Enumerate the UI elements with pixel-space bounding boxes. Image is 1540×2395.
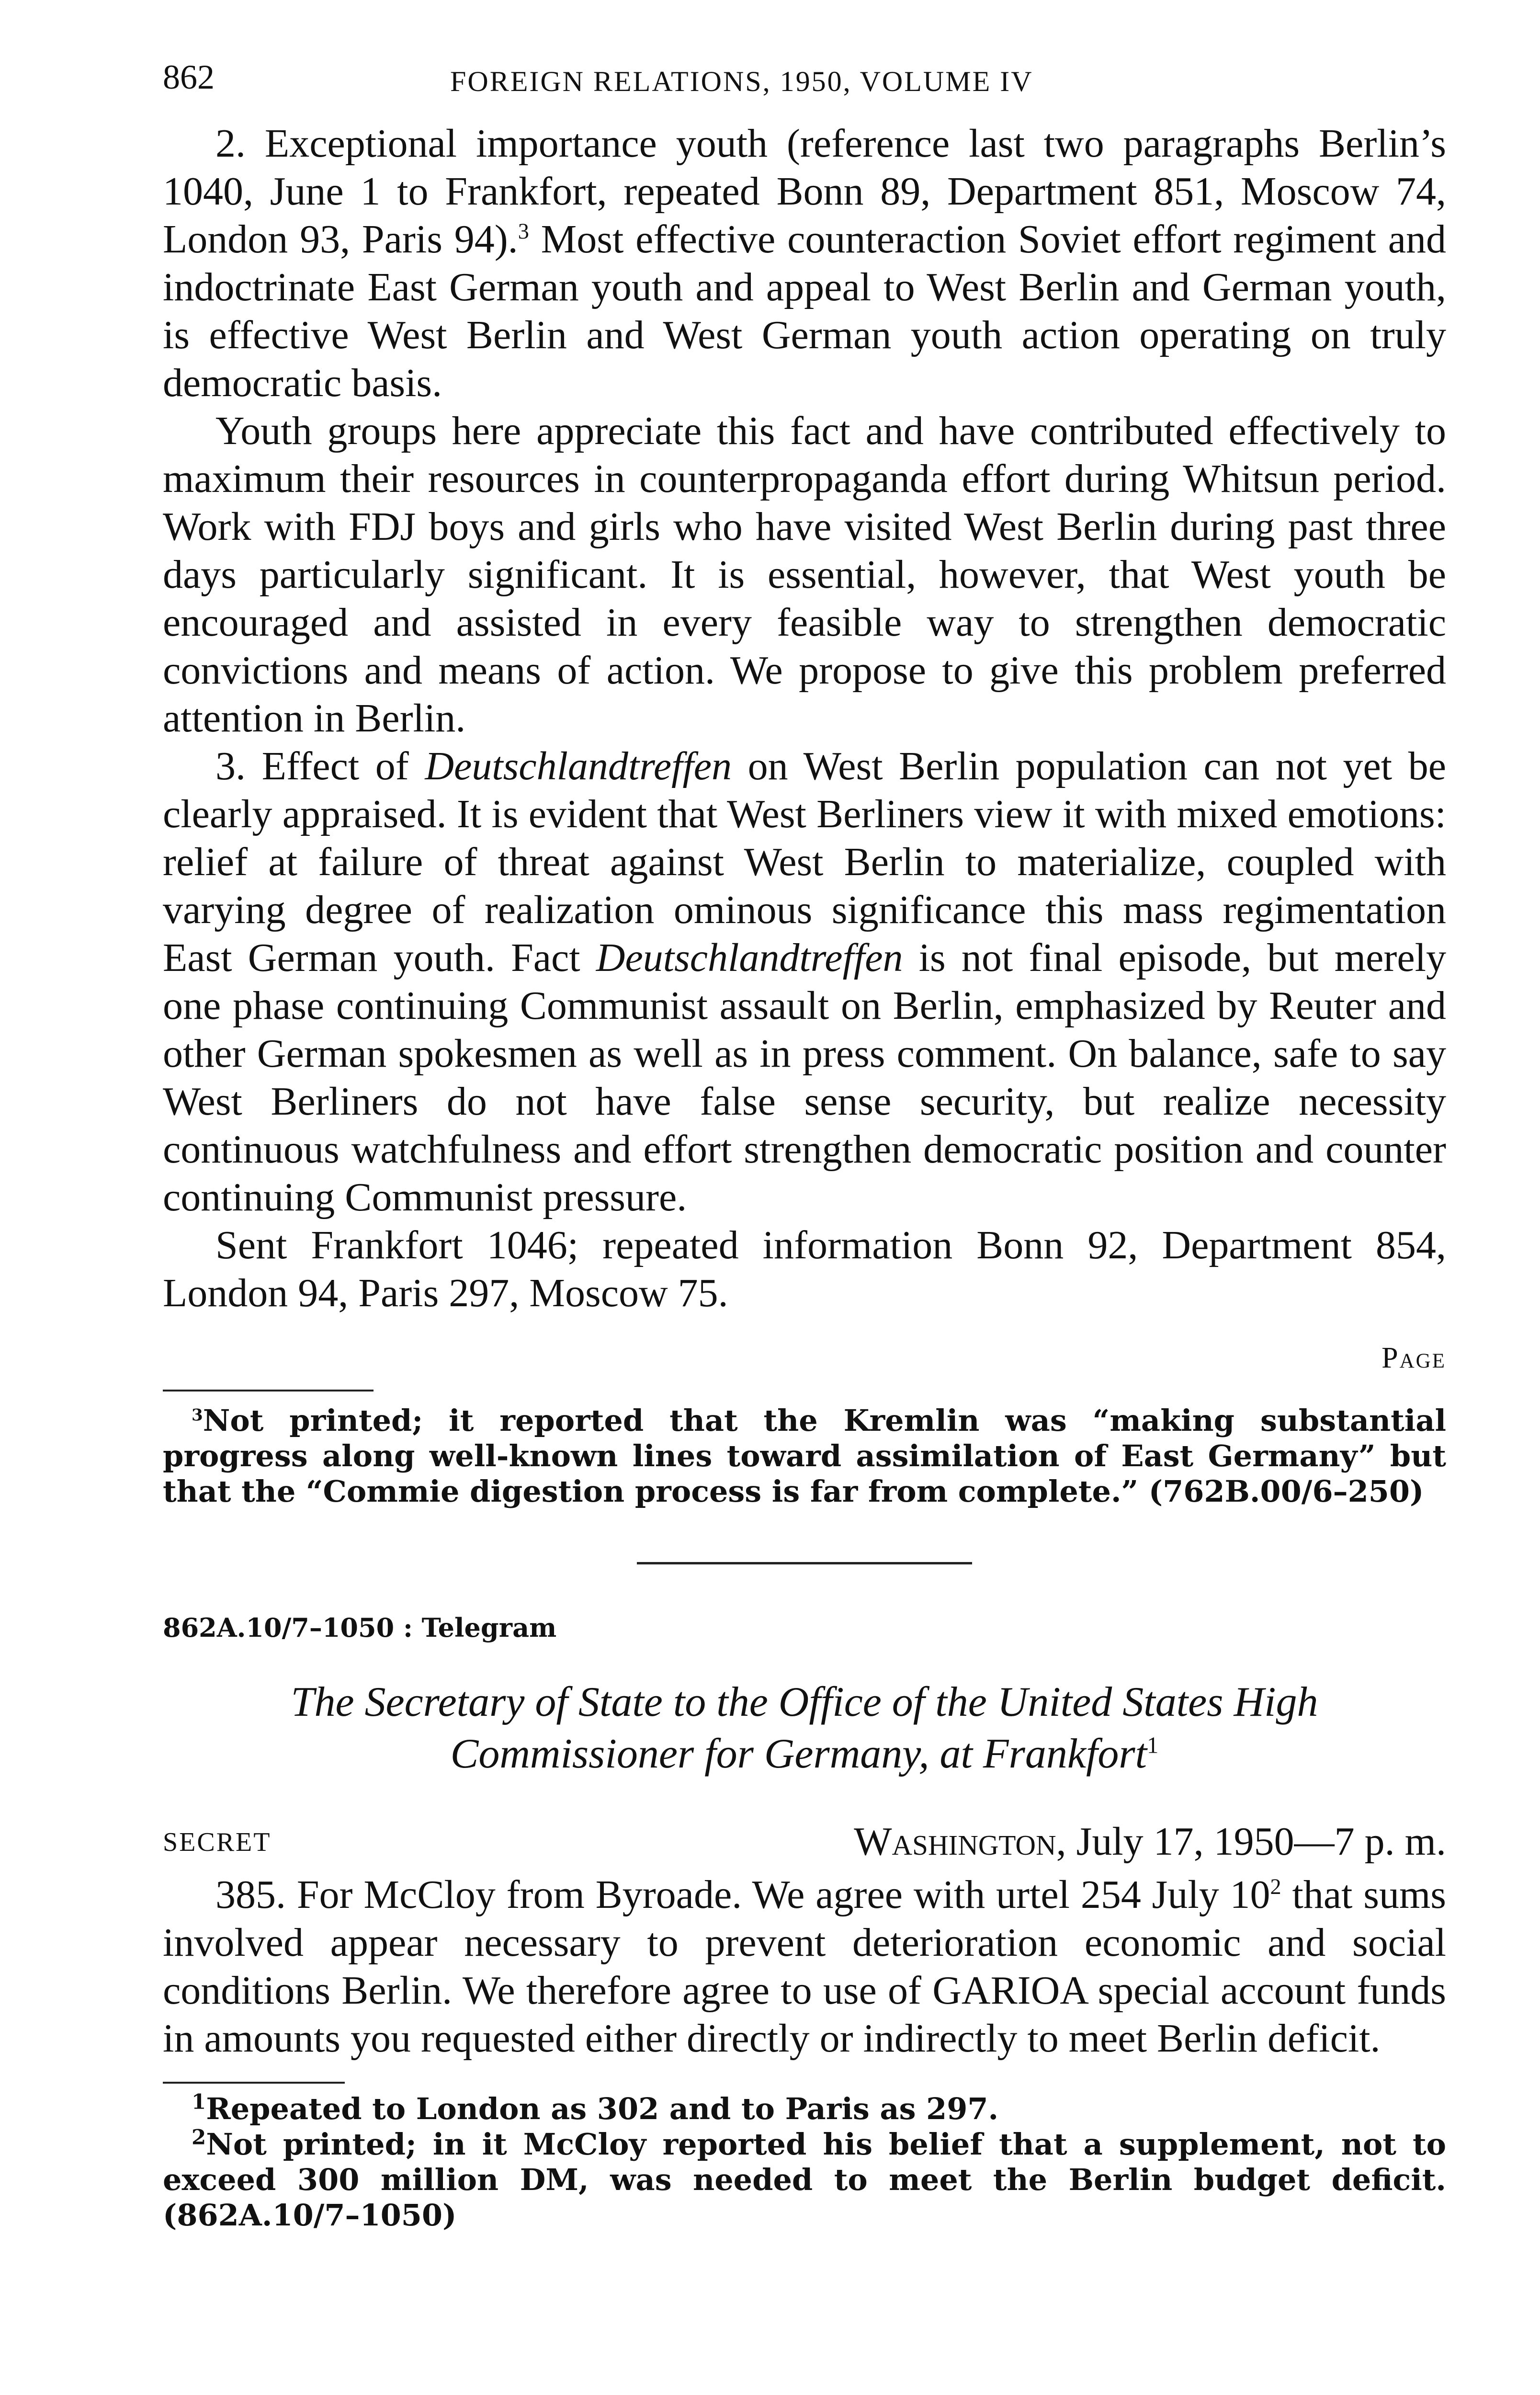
paragraph-2: 2. Exceptional importance youth (reference last two paragraphs Berlin’s 1040, June 1 to Frankfort, repeated Bonn 89, Department 851, Moscow 74, London 93, Paris 94).$^3$ Most effective counteraction Soviet effort regiment and indoctrinate East German youth and appeal to West Berlin and German youth, is effective West Berlin and West German youth action operating on truly democratic basis.	[163, 121, 1446, 405]
footnote-ref[interactable]: 2	[1270, 1874, 1281, 1899]
document-title: The Secretary of State to the Office of the United States High Commissioner for Germany, at Frankfort$^1$	[291, 1679, 1318, 1777]
sent-line: Sent Frankfort 1046; repeated information Bonn 92, Department 854, London 94, Paris 297, Moscow 75.	[163, 1223, 1446, 1315]
footnote-divider	[163, 1390, 374, 1391]
classification: SECRET	[163, 1827, 272, 1857]
footnote-3: $^3$Not printed; it reported that the Kremlin was “making substantial progress along well-known lines toward assimilation of East Germany” but that the “Commie digestion process is far from complete.” (762B.00/6–250)	[163, 1403, 1446, 1509]
footnote-divider	[163, 2082, 345, 2084]
telegram-body	[163, 120, 1446, 1375]
signature: Page	[1381, 1342, 1446, 1374]
page-number: 862	[163, 58, 215, 96]
footnote-ref[interactable]: 3	[518, 219, 529, 243]
running-title: FOREIGN RELATIONS, 1950, VOLUME IV	[450, 66, 1033, 97]
file-reference: 862A.10/7–1050 : Telegram	[163, 1612, 557, 1643]
paragraph-youth-groups: Youth groups here appreciate this fact and have contributed effectively to maximum their resources in counterpropaganda effort during Whitsun period. Work with FDJ boys and girls who have visited West Berlin during past three days particularly significant. It is essential, however, that West youth be encouraged and assisted in every feasible way to strengthen democratic convictions and means of action. We propose to give this problem preferred attention in Berlin.	[163, 409, 1446, 741]
footnote-mark: 3	[192, 1405, 203, 1425]
page-header	[163, 57, 1446, 120]
footnote-ref[interactable]: 1	[1147, 1733, 1159, 1758]
telegram-385-body: 385. For McCloy from Byroade. We agree with urtel 254 July $10^2$ that sums involved appear necessary to prevent deterioration economic and social conditions Berlin. We therefore agree to use of GARIOA special account funds in amounts you requested either directly or indirectly to meet Berlin deficit.	[163, 1872, 1446, 2061]
section-divider	[637, 1562, 972, 1564]
document-meta	[163, 1818, 1446, 1871]
paragraph-3: 3. Effect of Deutschlandtreffen on West Berlin population can not yet be clearly appraised. It is evident that West Berliners view it with mixed emotions: relief at failure of threat against West Berlin to materialize, coupled with varying degree of realization ominous significance this mass regimentation East German youth. Fact Deutschlandtreffen is not final episode, but merely one phase continuing Communist assault on Berlin, emphasized by Reuter and other German spokesmen as well as in press comment. On balance, safe to say West Berliners do not have false sense security, but realize necessity continuous watchfulness and effort strengthen democratic position and counter continuing Communist pressure.	[163, 744, 1446, 1220]
dateline: Washington, July 17, 1950—7 p. m.	[854, 1819, 1446, 1864]
document-page	[163, 57, 1446, 2233]
footnote-1: $^1$Repeated to London as 302 and to Paris as 297.	[192, 2089, 999, 2126]
footnote-2: $^2$Not printed; in it McCloy reported his belief that a supplement, not to exceed 300 million DM, was needed to meet the Berlin budget deficit. (862A.10/7–1050)	[163, 2125, 1446, 2233]
